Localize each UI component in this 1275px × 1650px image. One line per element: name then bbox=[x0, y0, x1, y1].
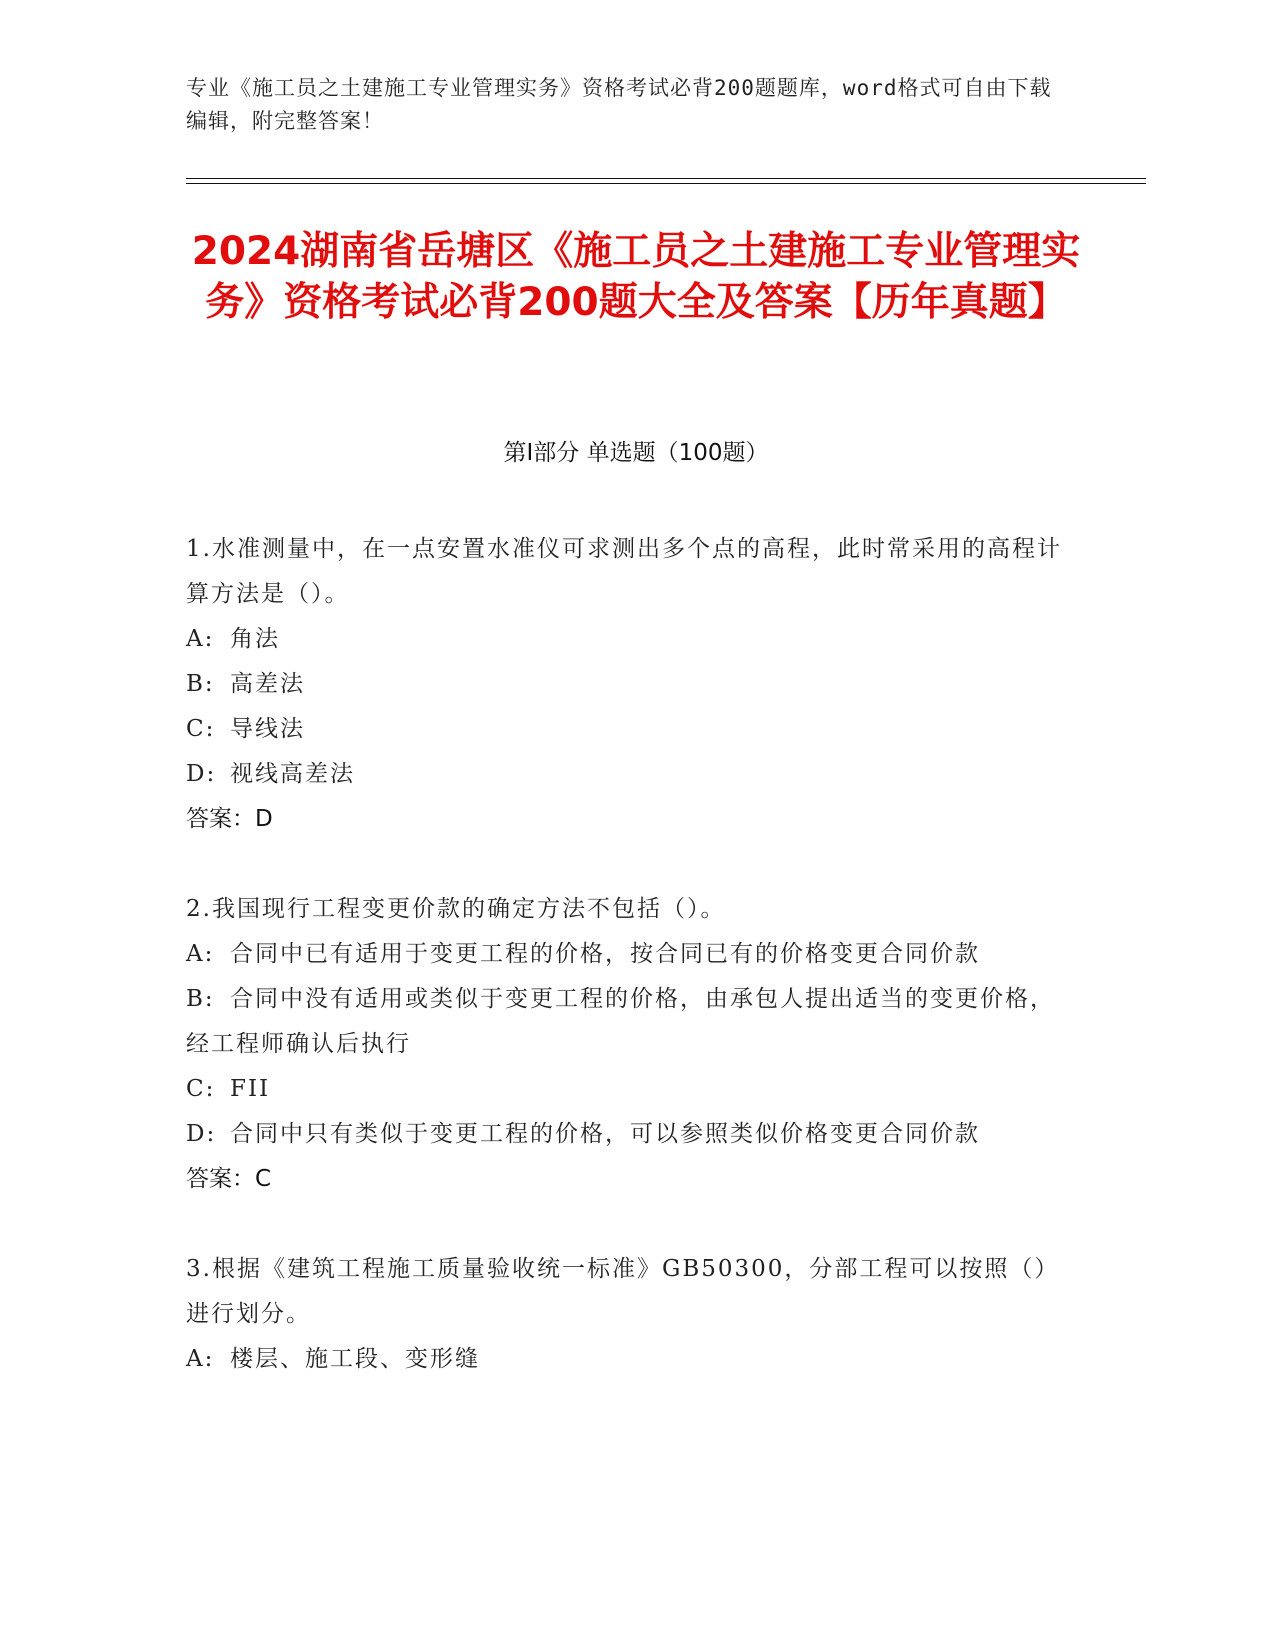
header-divider-top bbox=[186, 178, 1146, 179]
option-key: D: bbox=[186, 761, 217, 787]
option-text: 高差法 bbox=[230, 671, 305, 697]
option-text: 合同中没有适用或类似于变更工程的价格，由承包人提出适当的变更价格，经工程师确认后执行 bbox=[186, 986, 1055, 1057]
option-key: D: bbox=[186, 1121, 217, 1147]
question-1 bbox=[186, 527, 1066, 842]
option-text: 角法 bbox=[230, 626, 280, 652]
option-b bbox=[186, 662, 1066, 707]
answer: 答案：C bbox=[186, 1166, 272, 1192]
option-key: A: bbox=[186, 941, 215, 967]
option-text: 视线高差法 bbox=[230, 761, 355, 787]
question-stem: 1.水准测量中，在一点安置水准仪可求测出多个点的高程，此时常采用的高程计算方法是（）。 bbox=[186, 536, 1062, 607]
option-key: C: bbox=[186, 716, 216, 742]
question-3 bbox=[186, 1247, 1066, 1382]
option-b bbox=[186, 977, 1066, 1067]
option-text: 合同中已有适用于变更工程的价格，按合同已有的价格变更合同价款 bbox=[230, 941, 980, 967]
header-divider-bottom bbox=[186, 183, 1146, 184]
option-text: 楼层、施工段、变形缝 bbox=[230, 1346, 480, 1372]
question-list bbox=[186, 527, 1066, 1427]
option-text: 导线法 bbox=[230, 716, 305, 742]
option-key: B: bbox=[186, 671, 215, 697]
option-key: A: bbox=[186, 1346, 215, 1372]
section-heading: 第I部分 单选题（100题） bbox=[503, 440, 769, 466]
option-key: C: bbox=[186, 1076, 216, 1102]
option-key: B: bbox=[186, 986, 215, 1012]
option-text: 合同中只有类似于变更工程的价格，可以参照类似价格变更合同价款 bbox=[230, 1121, 980, 1147]
option-key: A: bbox=[186, 626, 215, 652]
answer: 答案：D bbox=[186, 806, 273, 832]
option-c bbox=[186, 1067, 1066, 1112]
option-a bbox=[186, 617, 1066, 662]
question-stem: 3.根据《建筑工程施工质量验收统一标准》GB50300，分部工程可以按照（）进行划分。 bbox=[186, 1256, 1060, 1327]
question-2 bbox=[186, 887, 1066, 1202]
option-a bbox=[186, 932, 1066, 977]
header-note: 专业《施工员之土建施工专业管理实务》资格考试必背200题题库，word格式可自由下载编辑，附完整答案！ bbox=[186, 76, 1052, 133]
option-d bbox=[186, 752, 1066, 797]
document-title: 2024湖南省岳塘区《施工员之土建施工专业管理实务》资格考试必背200题大全及答案【历年真题】 bbox=[191, 229, 1081, 325]
option-a bbox=[186, 1337, 1066, 1382]
option-text: FII bbox=[230, 1076, 271, 1102]
question-stem: 2.我国现行工程变更价款的确定方法不包括（）。 bbox=[186, 896, 726, 922]
option-d bbox=[186, 1112, 1066, 1157]
option-c bbox=[186, 707, 1066, 752]
